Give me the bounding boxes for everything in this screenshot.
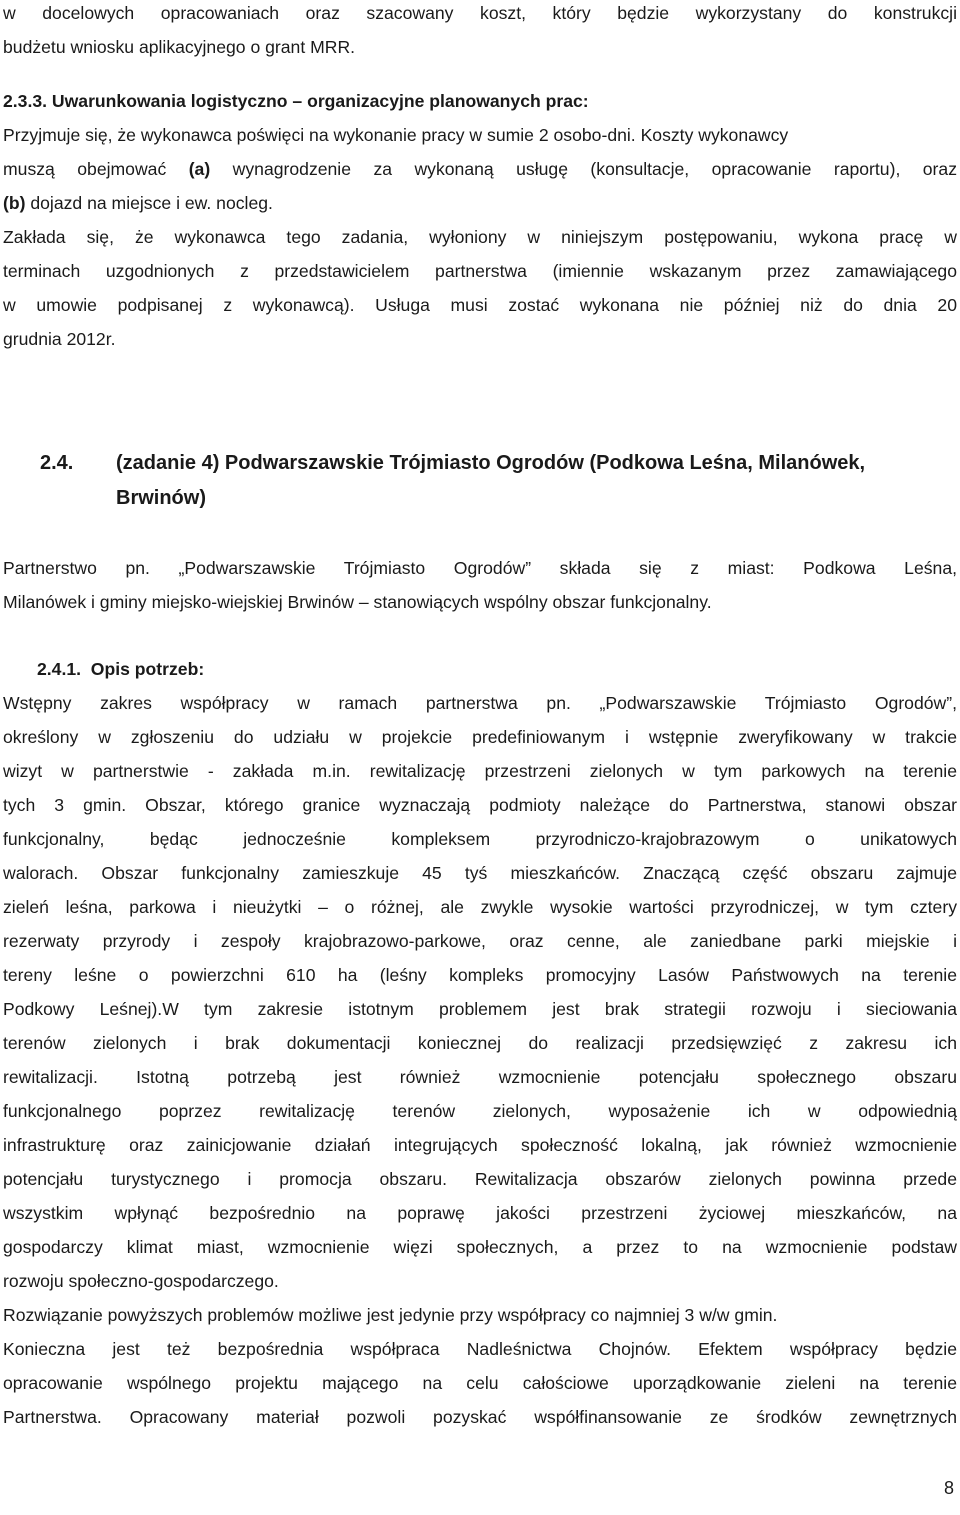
text-segment: muszą obejmować [3,159,189,179]
text-line [3,186,957,220]
section-number: 2.4. [40,452,74,474]
subsection-heading-text: 2.4.1. Opis potrzeb: [37,659,205,679]
text-line: wszystkim wpłynąć bezpośrednio na poprawę jakości przestrzeni życiowej mieszkańców, na [3,1203,957,1223]
partnership-paragraph [3,551,957,619]
text-line: Konieczna jest też bezpośrednia współpraca Nadleśnictwa Chojnów. Efektem współpracy będzie [3,1339,957,1359]
list-marker-b: (b) [3,193,26,213]
text-segment: dojazd na miejsce i ew. nocleg. [25,193,273,213]
section-title-line: (zadanie 4) Podwarszawskie Trójmiasto Ogrodów (Podkowa Leśna, Milanówek, [116,452,866,474]
subsection-heading [37,652,960,686]
text-line: funkcjonalnego poprzez rewitalizację terenów zielonych, wyposażenie ich w odpowiednią [3,1101,957,1121]
text-line: grudnia 2012r. [3,329,116,349]
text-line: rezerwaty przyrody i zespoły krajobrazowo-parkowe, oraz cenne, ale zaniedbane parki miejskie i [3,931,957,951]
text-line: potencjału turystycznego i promocja obszaru. Rewitalizacja obszarów zielonych powinna przede [3,1169,957,1189]
text-line: budżetu wniosku aplikacyjnego o grant MRR. [3,37,356,57]
text-line: walorach. Obszar funkcjonalny zamieszkuje 45 tyś mieszkańców. Znaczącą część obszaru zajmuje [3,863,957,883]
text-line: Rozwiązanie powyższych problemów możliwe jest jedynie przy współpracy co najmniej 3 w/w gmin. [3,1305,778,1325]
text-line: terminach uzgodnionych z przedstawicielem partnerstwa (imiennie wskazanym przez zamawiającego [3,261,957,281]
section-heading: 2.3.3. Uwarunkowania logistyczno – organizacyjne planowanych prac: [3,91,589,111]
text-line: Przyjmuje się, że wykonawca poświęci na wykonanie pracy w sumie 2 osobo-dni. Koszty wykonawcy [3,125,789,145]
needs-description [3,686,957,1434]
page-number: 8 [943,1478,954,1498]
text-line: Podkowy Leśnej).W tym zakresie istotnym problemem jest brak strategii rozwoju i sieciowania [3,999,957,1019]
text-line: w umowie podpisanej z wykonawcą). Usługa musi zostać wykonana nie później niż do dnia 20 [3,295,957,315]
text-line: rozwoju społeczno-gospodarczego. [3,1271,279,1291]
text-line: określony w zgłoszeniu do udziału w projekcie predefiniowanym i wstępnie zweryfikowany w trakcie [3,727,957,747]
text-line: Partnerstwo pn. „Podwarszawskie Trójmiasto Ogrodów” składa się z miast: Podkowa Leśna, [3,558,957,578]
list-marker-a: (a) [188,159,211,179]
text-line: w docelowych opracowaniach oraz szacowany koszt, który będzie wykorzystany do konstrukcji [3,3,957,23]
text-line: Partnerstwa. Opracowany materiał pozwoli pozyskać współfinansowanie ze środków zewnętrznych [3,1407,957,1427]
text-line: Wstępny zakres współpracy w ramach partnerstwa pn. „Podwarszawskie Trójmiasto Ogrodów”, [3,693,957,713]
text-line: terenów zielonych i brak dokumentacji koniecznej do realizacji przedsięwzięć z zakresu ich [3,1033,957,1053]
text-line: Milanówek i gminy miejsko-wiejskiej Brwinów – stanowiących wspólny obszar funkcjonalny. [3,592,712,612]
text-line [3,152,957,186]
text-line: Zakłada się, że wykonawca tego zadania, wyłoniony w niniejszym postępowaniu, wykona pracę w [3,227,957,247]
text-segment: wynagrodzenie za wykonaną usługę (konsultacje, opracowanie raportu), oraz [210,159,957,179]
text-line: opracowanie wspólnego projektu mającego na celu całościowe uporządkowanie zieleni na terenie [3,1373,957,1393]
text-line: tereny leśne o powierzchni 610 ha (leśny kompleks promocyjny Lasów Państwowych na terenie [3,965,957,985]
text-line: wizyt w partnerstwie - zakłada m.in. rewitalizację przestrzeni zielonych w tym parkowych na terenie [3,761,957,781]
text-line: rewitalizacji. Istotną potrzebą jest również wzmocnienie potencjału społecznego obszaru [3,1067,957,1087]
text-line: funkcjonalny, będąc jednocześnie kompleksem przyrodniczo-krajobrazowym o unikatowych [3,829,957,849]
text-line: gospodarczy klimat miast, wzmocnienie więzi społecznych, a przez to na wzmocnienie podstaw [3,1237,957,1257]
text-line: zieleń leśna, parkowa i nieużytki – o różnej, ale zwykle wysokie wartości przyrodniczej, w tym cztery [3,897,957,917]
text-line: infrastrukturę oraz zainicjowanie działań integrujących społeczność lokalną, jak również wzmocnienie [3,1135,957,1155]
section-title-line: Brwinów) [116,487,206,509]
intro-paragraph [3,0,957,64]
section-2-3-3 [3,84,957,356]
text-line: tych 3 gmin. Obszar, którego granice wyznaczają podmioty należące do Partnerstwa, stanowi obszar [3,795,957,815]
